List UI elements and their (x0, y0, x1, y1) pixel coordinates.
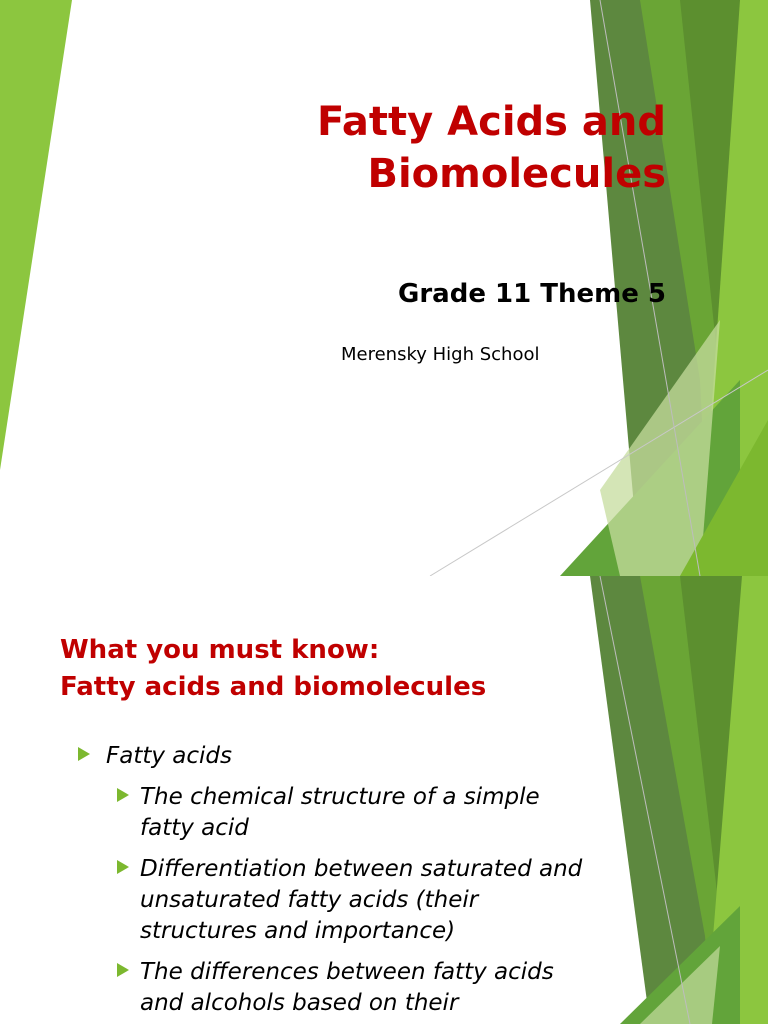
bullet-arrow-icon (117, 963, 129, 977)
slide-heading-line-2: Fatty acids and biomolecules (60, 672, 487, 702)
slide-subtitle: Grade 11 Theme 5 (398, 279, 666, 309)
bullet-arrow-icon (117, 788, 129, 802)
slide-heading (60, 632, 486, 706)
slide-title (146, 96, 666, 200)
bullet-item (140, 782, 600, 844)
slide-title-line-1: Fatty Acids and (316, 99, 666, 145)
slide-heading-line-1: What you must know: (60, 635, 380, 665)
bullet-text: The chemical structure of a simple fatty acid (140, 784, 540, 841)
bullet-item (140, 854, 600, 947)
content-slide (0, 576, 768, 1024)
bullet-text: The differences between fatty acids and alcohols based on their (140, 959, 554, 1016)
slide-title-line-2: Biomolecules (367, 151, 666, 197)
bullet-text: Differentiation between saturated and unsaturated fatty acids (their structures and importance) (140, 856, 583, 944)
bullet-text: Fatty acids (106, 743, 232, 769)
bullet-item (106, 741, 586, 772)
bullet-arrow-icon (78, 747, 90, 761)
school-name: Merensky High School (341, 344, 540, 365)
bullet-arrow-icon (117, 860, 129, 874)
bullet-item (140, 957, 600, 1019)
